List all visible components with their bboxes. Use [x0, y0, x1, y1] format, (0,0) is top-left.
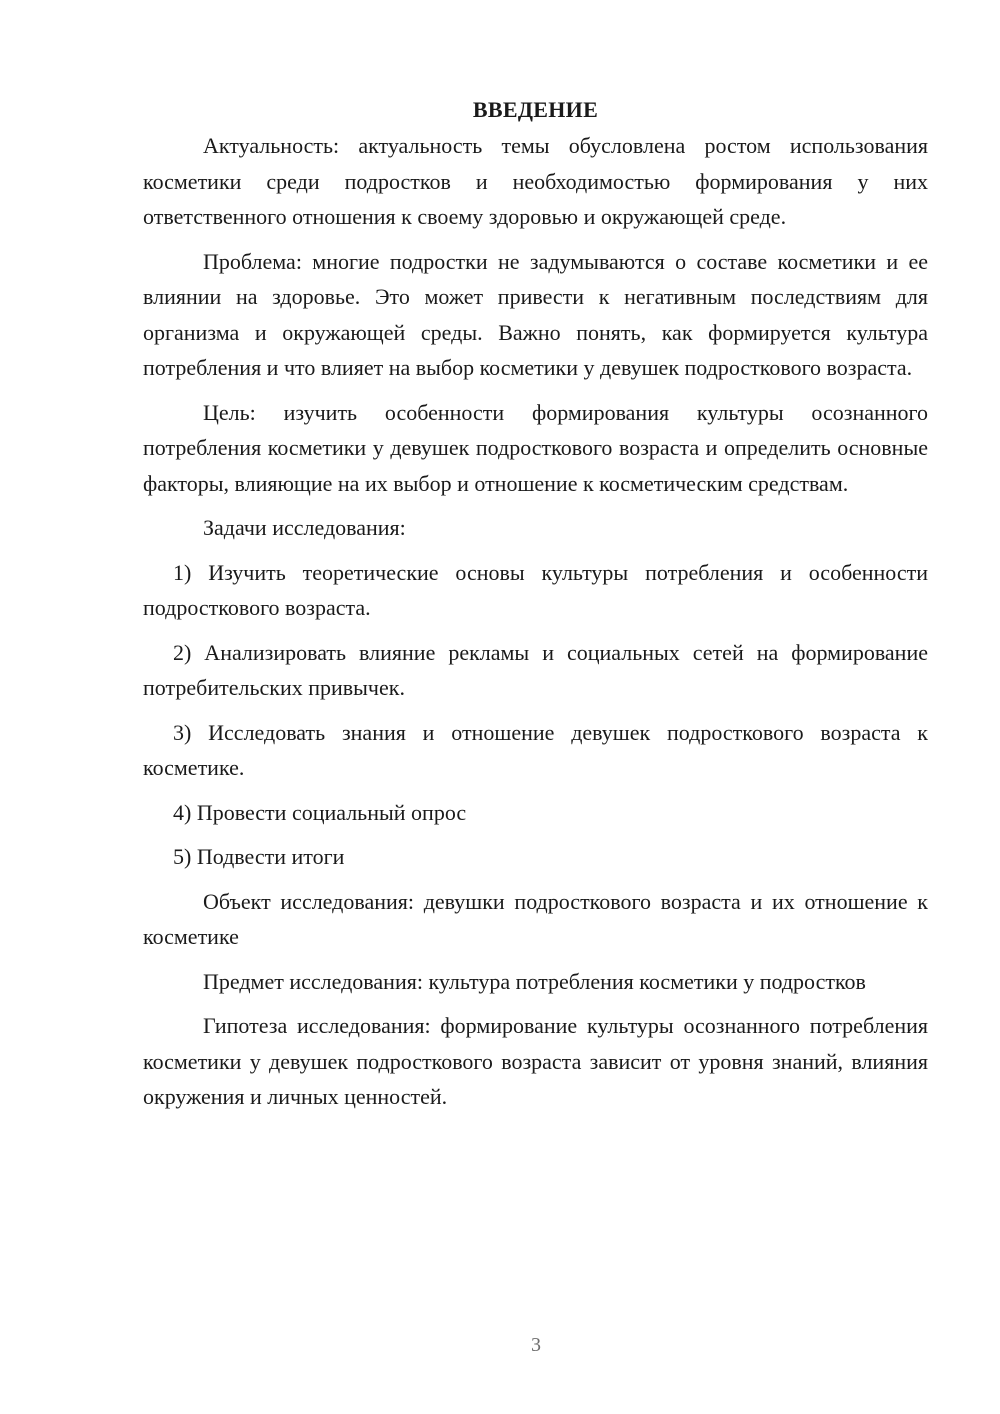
task-item-2: 2) Анализировать влияние рекламы и социальных сетей на формирование потребительских привычек. — [143, 639, 928, 700]
hypothesis-paragraph: Гипотеза исследования: формирование культуры осознанного потребления косметики у девушек подросткового возраста зависит от уровня знаний, влияния окружения и личных ценностей. — [143, 1013, 928, 1109]
object-paragraph: Объект исследования: девушки подросткового возраста и их отношение к косметике — [143, 888, 928, 949]
document-page — [143, 94, 928, 1124]
subject-paragraph: Предмет исследования: культура потребления косметики у подростков — [203, 968, 866, 994]
page-title: ВВЕДЕНИЕ — [472, 97, 599, 122]
goal-paragraph: Цель: изучить особенности формирования культуры осознанного потребления косметики у девушек подросткового возраста и определить основные факторы, влияющие на их выбор и отношение к косметическим средствам. — [143, 399, 928, 496]
task-item-1: 1) Изучить теоретические основы культуры потребления и особенности подросткового возраста. — [143, 559, 928, 620]
task-item-3: 3) Исследовать знания и отношение девушек подросткового возраста к косметике. — [143, 719, 928, 780]
relevance-paragraph: Актуальность: актуальность темы обусловлена ростом использования косметики среди подростков и необходимостью формирования у них ответственного отношения к своему здоровью и окружающей среде. — [143, 133, 928, 229]
tasks-heading: Задачи исследования: — [203, 515, 406, 540]
page-number: 3 — [531, 1334, 541, 1356]
task-item-4: 4) Провести социальный опрос — [173, 799, 467, 825]
problem-paragraph: Проблема: многие подростки не задумываются о составе косметики и ее влиянии на здоровье. Это может привести к негативным последствиям для организма и окружающей среды. Важно понять, как формируется культура потребления и что влияет на выбор косметики у девушек подросткового возраста. — [143, 248, 928, 380]
task-item-5: 5) Подвести итоги — [173, 844, 345, 869]
